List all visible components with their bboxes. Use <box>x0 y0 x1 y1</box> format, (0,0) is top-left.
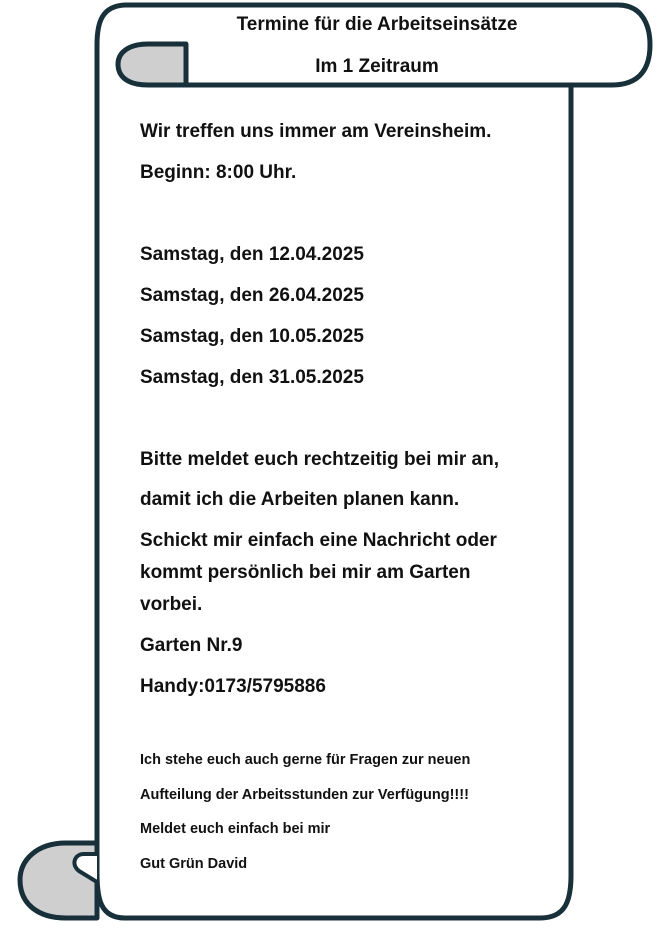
date-item: Samstag, den 12.04.2025 <box>140 244 364 265</box>
notice-line-1: Bitte meldet euch rechtzeitig bei mir an, <box>140 449 499 470</box>
notice-line-3: Schickt mir einfach eine Nachricht oder <box>140 530 497 551</box>
date-item: Samstag, den 31.05.2025 <box>140 367 364 388</box>
title-line-1: Termine für die Arbeitseinsätze <box>236 14 518 35</box>
notice-line-2: damit ich die Arbeiten planen kann. <box>140 489 460 510</box>
title-line-2: Im 1 Zeitraum <box>315 56 439 77</box>
garden-number: Garten Nr.9 <box>140 635 243 656</box>
top-curl <box>118 44 186 85</box>
phone-number: Handy:0173/5795886 <box>140 676 326 697</box>
date-item: Samstag, den 26.04.2025 <box>140 285 364 306</box>
footer-line-1: Ich stehe euch auch gerne für Fragen zur neuen <box>140 752 471 768</box>
footer-line-3: Meldet euch einfach bei mir <box>140 821 331 837</box>
footer-line-2: Aufteilung der Arbeitsstunden zur Verfügung!!!! <box>140 787 469 803</box>
start-time-text: Beginn: 8:00 Uhr. <box>140 162 297 183</box>
meeting-place-text: Wir treffen uns immer am Vereinsheim. <box>140 121 492 142</box>
notice-line-5: vorbei. <box>140 594 203 615</box>
date-item: Samstag, den 10.05.2025 <box>140 326 364 347</box>
signature: Gut Grün David <box>140 856 248 872</box>
notice-line-4: kommt persönlich bei mir am Garten <box>140 562 471 583</box>
